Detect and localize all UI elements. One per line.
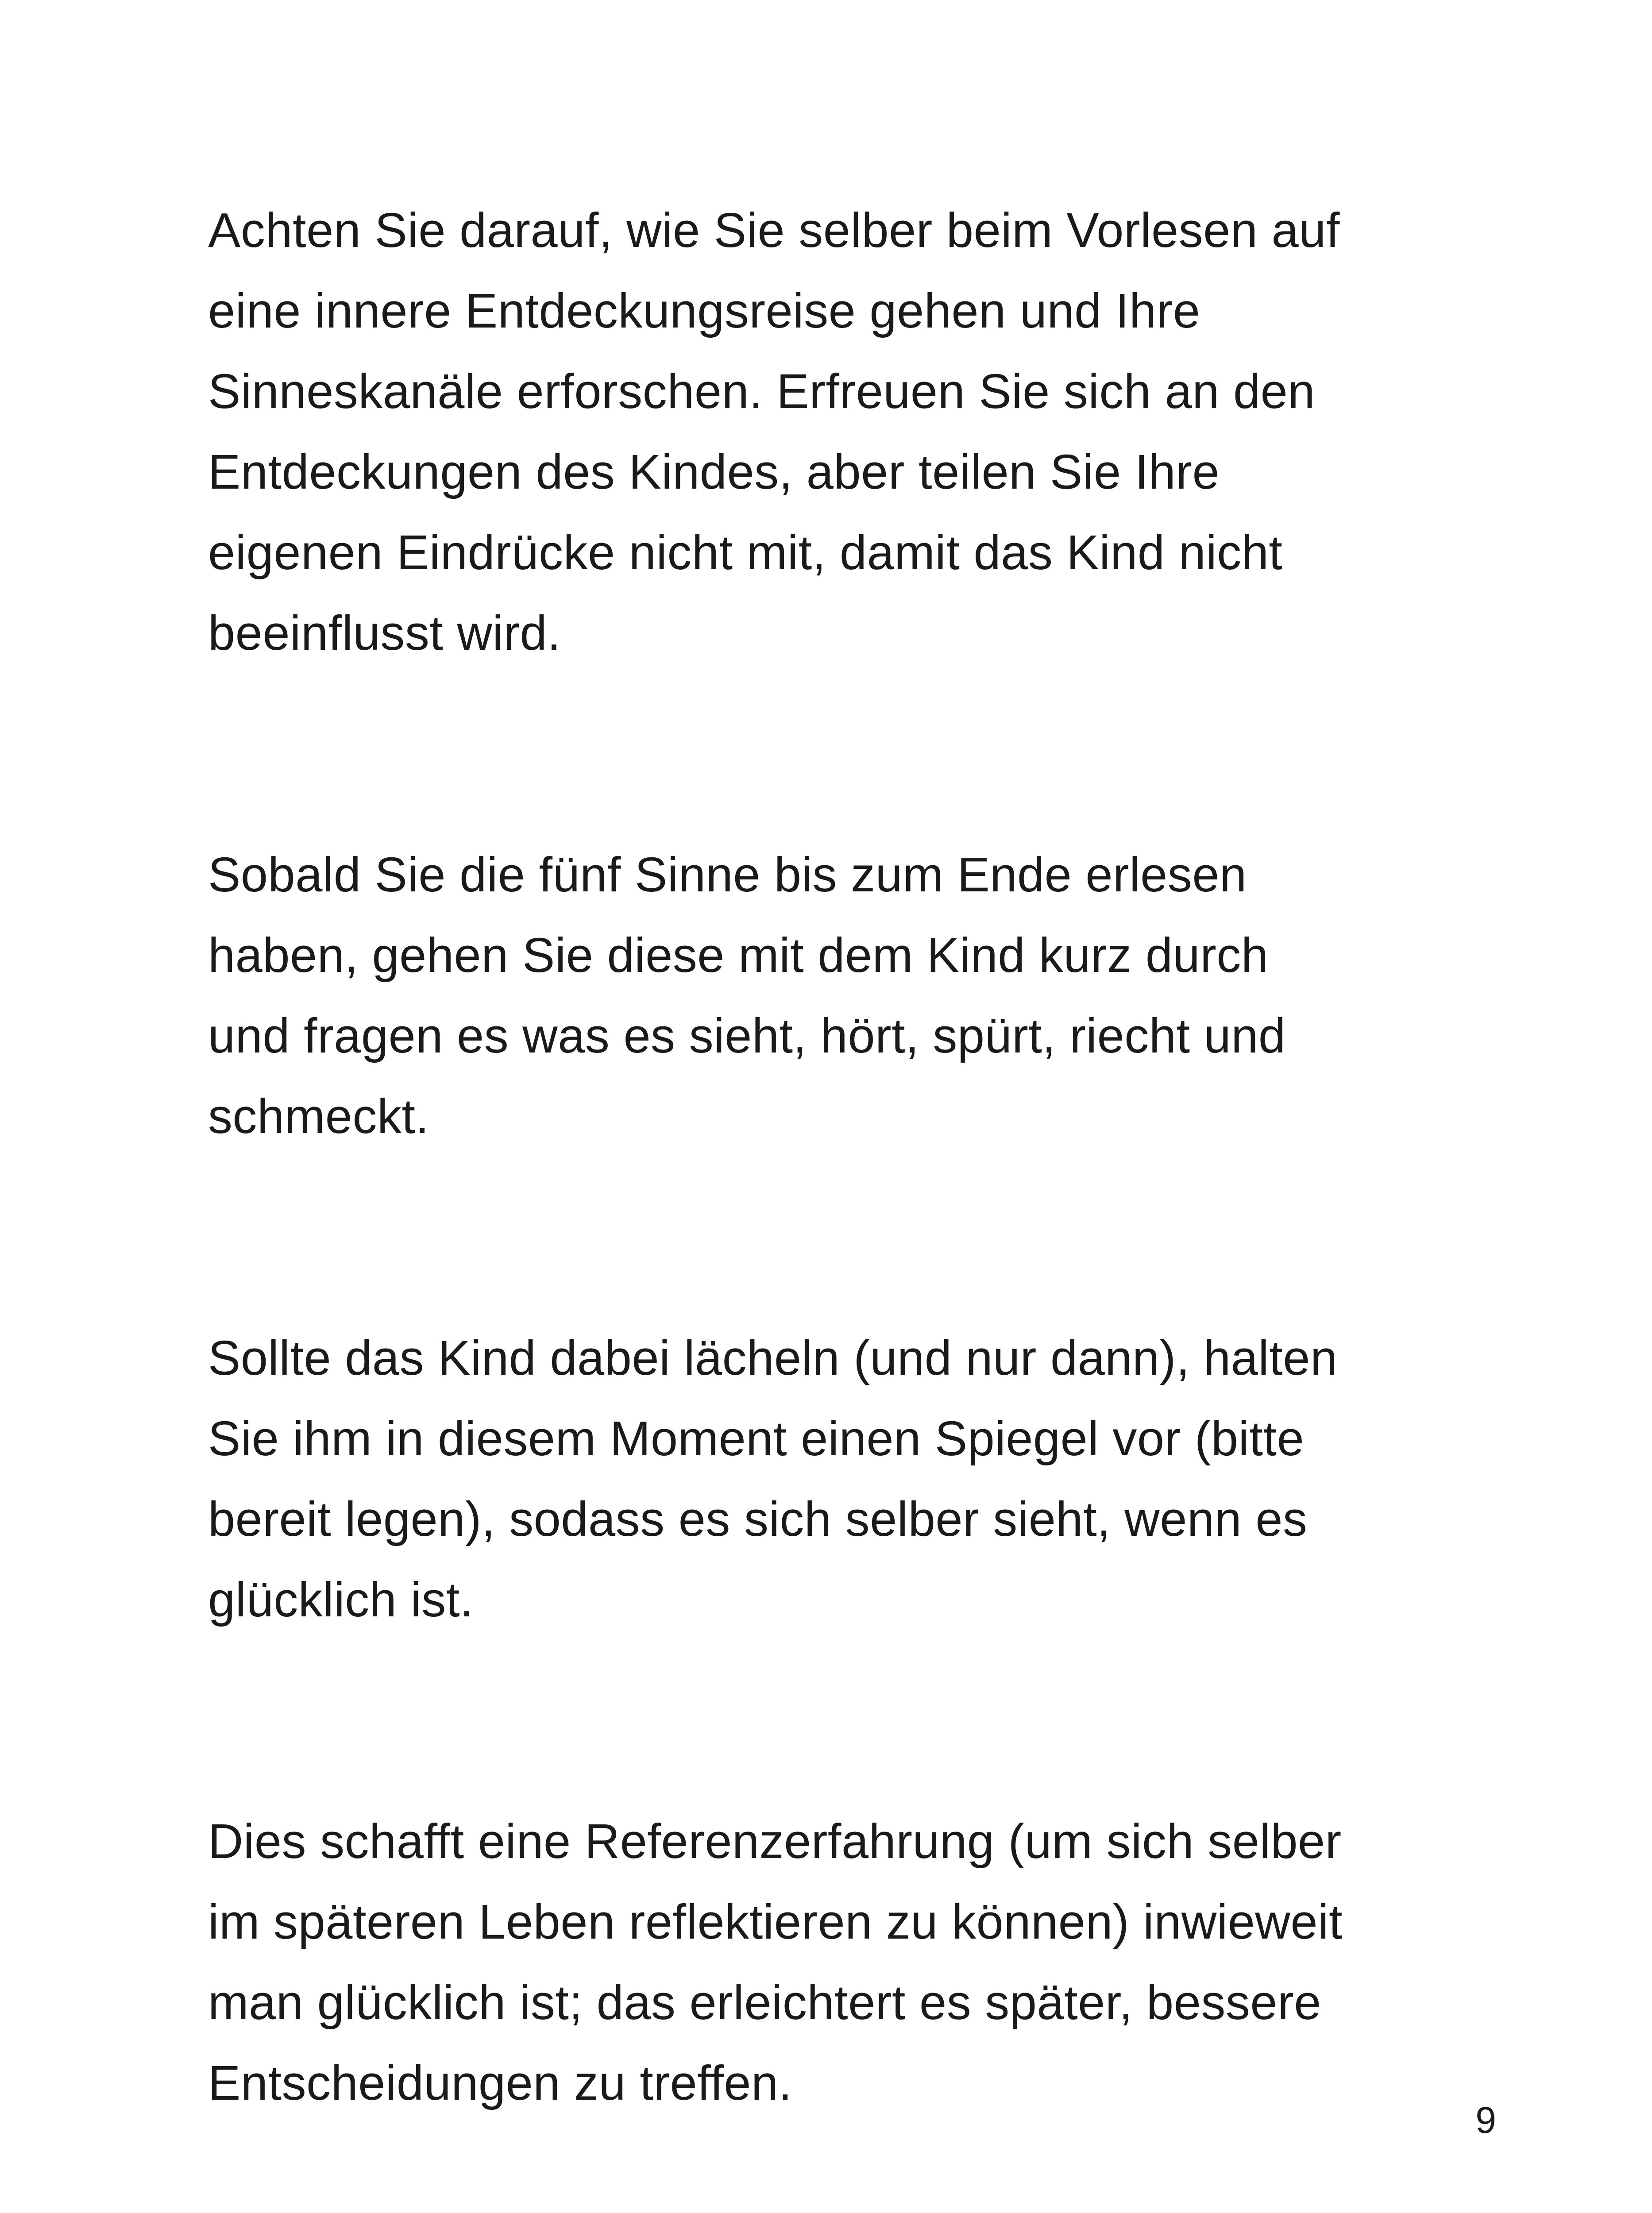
text-line: eine innere Entdeckungsreise gehen und Ihre bbox=[208, 284, 1200, 338]
text-line: eigenen Eindrücke nicht mit, damit das Kind nicht bbox=[208, 525, 1283, 580]
paragraph-spacer bbox=[208, 1157, 1470, 1318]
text-line: haben, gehen Sie diese mit dem Kind kurz durch bbox=[208, 928, 1269, 983]
paragraph-3 bbox=[208, 1318, 1470, 1640]
text-line: Sie ihm in diesem Moment einen Spiegel vor (bitte bbox=[208, 1411, 1305, 1466]
text-line: und fragen es was es sieht, hört, spürt, riecht und bbox=[208, 1009, 1286, 1063]
text-line: schmeckt. bbox=[208, 1089, 429, 1144]
text-line: glücklich ist. bbox=[208, 1573, 474, 1627]
text-line: Achten Sie darauf, wie Sie selber beim Vorlesen auf bbox=[208, 203, 1340, 258]
text-line: Dies schafft eine Referenzerfahrung (um sich selber bbox=[208, 1814, 1342, 1869]
paragraph-spacer bbox=[208, 1640, 1470, 1801]
text-line: Sollte das Kind dabei lächeln (und nur dann), halten bbox=[208, 1331, 1338, 1385]
text-line: man glücklich ist; das erleichtert es später, bessere bbox=[208, 1975, 1321, 2030]
paragraph-4 bbox=[208, 1801, 1470, 2124]
text-line: Sinneskanäle erforschen. Erfreuen Sie sich an den bbox=[208, 364, 1316, 419]
paragraph-spacer bbox=[208, 674, 1470, 835]
text-line: Entdeckungen des Kindes, aber teilen Sie Ihre bbox=[208, 445, 1220, 499]
body-text bbox=[208, 190, 1470, 2124]
page-number: 9 bbox=[1475, 2099, 1496, 2141]
text-line: Entscheidungen zu treffen. bbox=[208, 2056, 792, 2110]
text-line: bereit legen), sodass es sich selber sieht, wenn es bbox=[208, 1492, 1308, 1546]
text-line: im späteren Leben reflektieren zu können) inwieweit bbox=[208, 1895, 1343, 1949]
text-line: beeinflusst wird. bbox=[208, 606, 561, 660]
text-line: Sobald Sie die fünf Sinne bis zum Ende erlesen bbox=[208, 848, 1247, 902]
paragraph-2 bbox=[208, 835, 1470, 1157]
paragraph-1 bbox=[208, 190, 1470, 674]
